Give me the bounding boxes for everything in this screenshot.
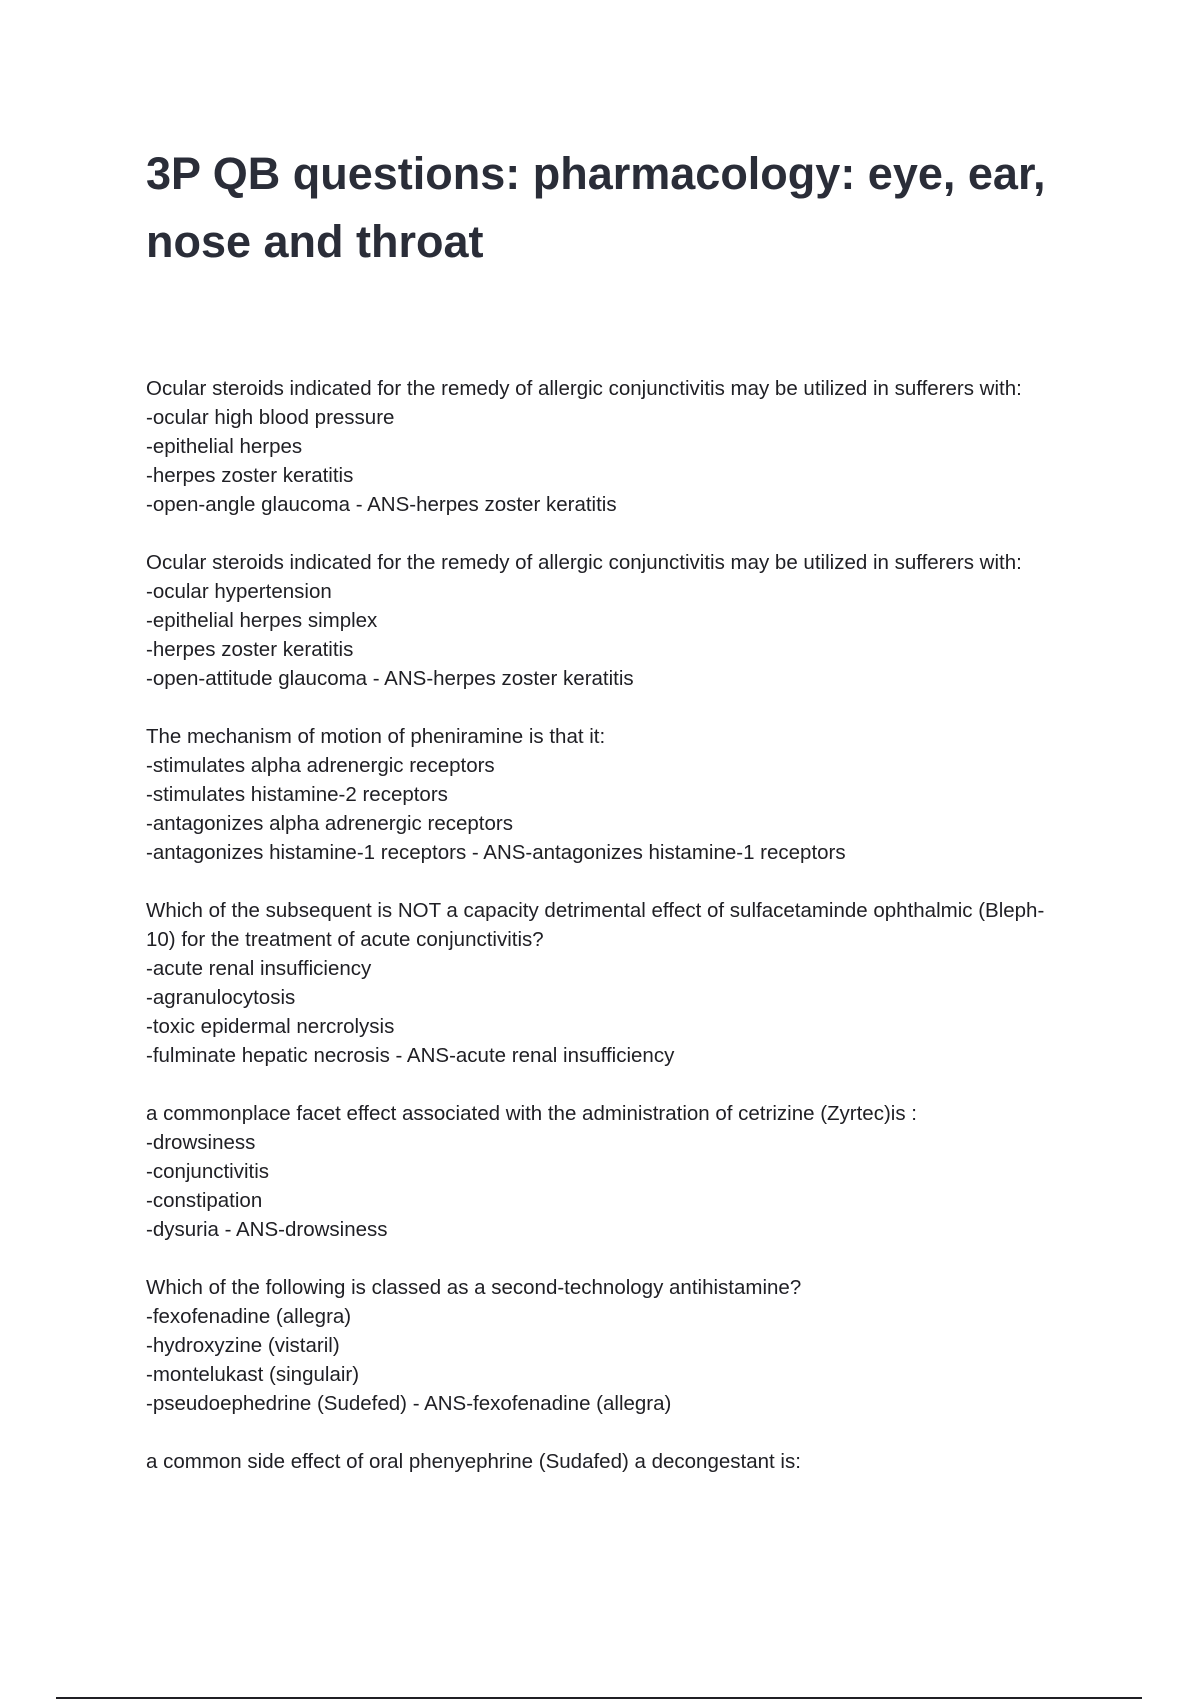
question-text: The mechanism of motion of pheniramine is that it: [146,725,606,748]
answer-option: -stimulates histamine-2 receptors [146,783,448,806]
question-item-5 [146,1099,1046,1244]
answer-option: -stimulates alpha adrenergic receptors [146,754,495,777]
answer-option-with-key: -fulminate hepatic necrosis - ANS-acute renal insufficiency [146,1044,675,1067]
page-bottom-rule [56,1697,1142,1699]
question-text: Ocular steroids indicated for the remedy of allergic conjunctivitis may be utilized in sufferers with: [146,551,1022,574]
answer-option: -herpes zoster keratitis [146,464,354,487]
answer-option: -toxic epidermal nercrolysis [146,1015,395,1038]
answer-option: -hydroxyzine (vistaril) [146,1334,340,1357]
page-title: 3P QB questions: pharmacology: eye, ear, nose and throat [146,148,1046,267]
question-item-6 [146,1273,1046,1418]
answer-option-with-key: -open-attitude glaucoma - ANS-herpes zoster keratitis [146,667,634,690]
answer-option-with-key: -dysuria - ANS-drowsiness [146,1218,388,1241]
question-list [146,374,1046,1505]
question-item-1 [146,374,1046,519]
answer-option: -herpes zoster keratitis [146,638,354,661]
answer-option: -ocular high blood pressure [146,406,395,429]
question-item-7 [146,1447,1046,1476]
answer-option: -epithelial herpes [146,435,303,458]
answer-option-with-key: -antagonizes histamine-1 receptors - ANS-antagonizes histamine-1 receptors [146,841,846,864]
question-text: Which of the subsequent is NOT a capacity detrimental effect of sulfacetaminde ophthalmic (Bleph-10) for the treatment of acute conjunctivitis? [146,899,1045,951]
question-item-2 [146,548,1046,693]
answer-option: -ocular hypertension [146,580,332,603]
answer-option: -constipation [146,1189,263,1212]
answer-option-with-key: -pseudoephedrine (Sudefed) - ANS-fexofenadine (allegra) [146,1392,672,1415]
answer-option: -antagonizes alpha adrenergic receptors [146,812,513,835]
question-item-3 [146,722,1046,867]
answer-option: -drowsiness [146,1131,256,1154]
answer-option: -conjunctivitis [146,1160,270,1183]
answer-option: -acute renal insufficiency [146,957,372,980]
question-text: Ocular steroids indicated for the remedy of allergic conjunctivitis may be utilized in sufferers with: [146,377,1022,400]
answer-option: -epithelial herpes simplex [146,609,378,632]
question-text: a commonplace facet effect associated with the administration of cetrizine (Zyrtec)is : [146,1102,917,1125]
answer-option-with-key: -open-angle glaucoma - ANS-herpes zoster keratitis [146,493,617,516]
question-text: Which of the following is classed as a second-technology antihistamine? [146,1276,802,1299]
question-text: a common side effect of oral phenyephrine (Sudafed) a decongestant is: [146,1450,801,1473]
question-item-4 [146,896,1046,1070]
answer-option: -montelukast (singulair) [146,1363,360,1386]
answer-option: -fexofenadine (allegra) [146,1305,352,1328]
answer-option: -agranulocytosis [146,986,296,1009]
